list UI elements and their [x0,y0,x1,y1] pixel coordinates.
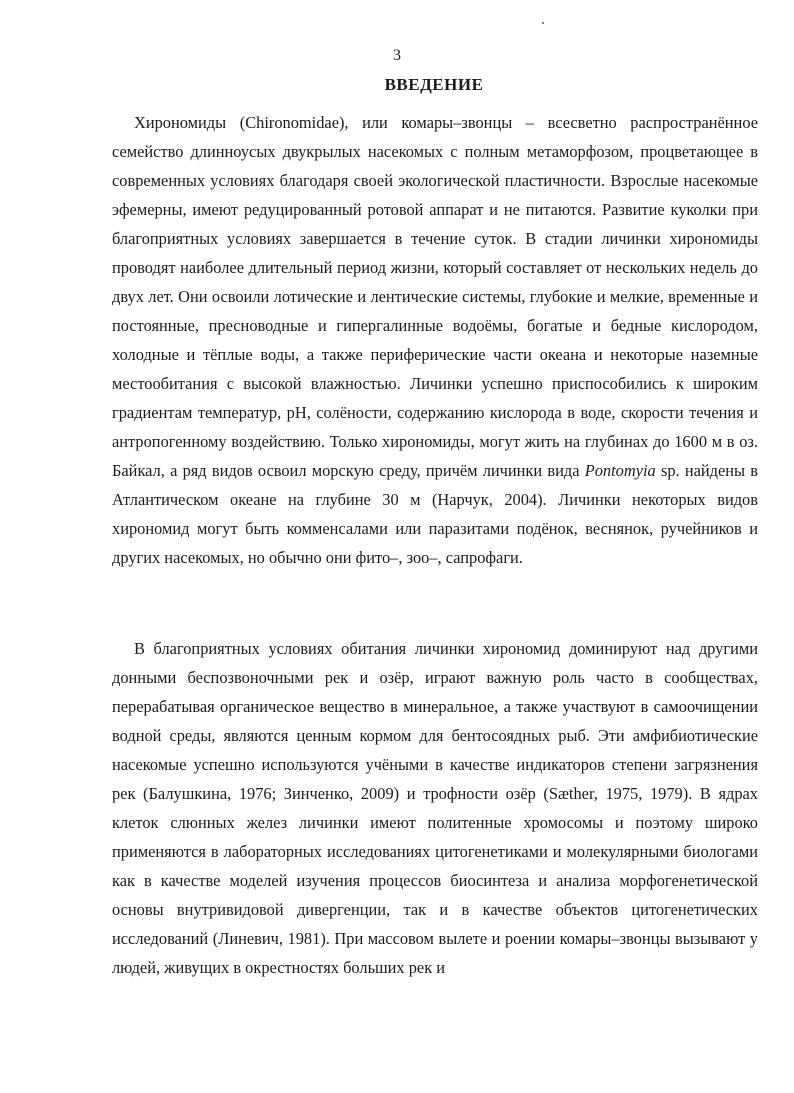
paragraph-1 [112,108,758,572]
page-number: 3 [393,47,401,64]
paragraph-2: В благоприятных условиях обитания личинки хирономид доминируют над другими донными беспозвоночными рек и озёр, играют важную роль часто в сообществах, перерабатывая органическое вещество в минеральное, а также участвуют в самоочищении водной среды, являются ценным кормом для бентосоядных рыб. Эти амфибиотические насекомые успешно используются учёными в качестве индикаторов степени загрязнения рек (Балушкина, 1976; Зинченко, 2009) и трофности озёр (Sæther, 1975, 1979). В ядрах клеток слюнных желез личинки имеют политенные хромосомы и поэтому широко применяются в лабораторных исследованиях цитогенетиками и молекулярными биологами как в качестве моделей изучения процессов биосинтеза и анализа морфогенетической основы внутривидовой дивергенции, так и в качестве объектов цитогенетических исследований (Линевич, 1981). При массовом вылете и роении комары–звонцы вызывают у людей, живущих в окрестностях больших рек и [112,639,758,977]
paragraph-1-text-end: sp. найдены в Атлантическом океане на глубине 30 м (Нарчук, 2004). Личинки некоторых видов хирономид могут быть комменсалами или паразитами подёнок, веснянок, ручейников и других насекомых, но обычно они фито–, зоо–, сапрофаги. [112,461,758,567]
genus-name-italic: Pontomyia [584,461,656,480]
paragraph-1-text-start: Хирономиды (Chironomidae), или комары–звонцы – всесветно распространённое семейство длинноусых двукрылых насекомых с полным метаморфозом, процветающее в современных условиях благодаря своей экологической пластичности. Взрослые насекомые эфемерны, имеют редуцированный ротовой аппарат и не питаются. Развитие куколки при благоприятных условиях завершается в течение суток. В стадии личинки хирономиды проводят наиболее длительный период жизни, который составляет от нескольких недель до двух лет. Они освоили лотические и лентические системы, глубокие и мелкие, временные и постоянные, пресноводные и гипергалинные водоёмы, богатые и бедные кислородом, холодные и тёплые воды, а также периферические части океана и некоторые наземные местообитания с высокой влажностью. Личинки успешно приспособились к широким градиентам температур, pH, солёности, содержанию кислорода в воде, скорости течения и антропогенному воздействию. Только хирономиды, могут жить на глубинах до 1600 м в оз. Байкал, а ряд видов освоил морскую среду, причём личинки вида [112,113,758,480]
scan-artifact [542,22,544,24]
section-heading: ВВЕДЕНИЕ [384,75,484,94]
